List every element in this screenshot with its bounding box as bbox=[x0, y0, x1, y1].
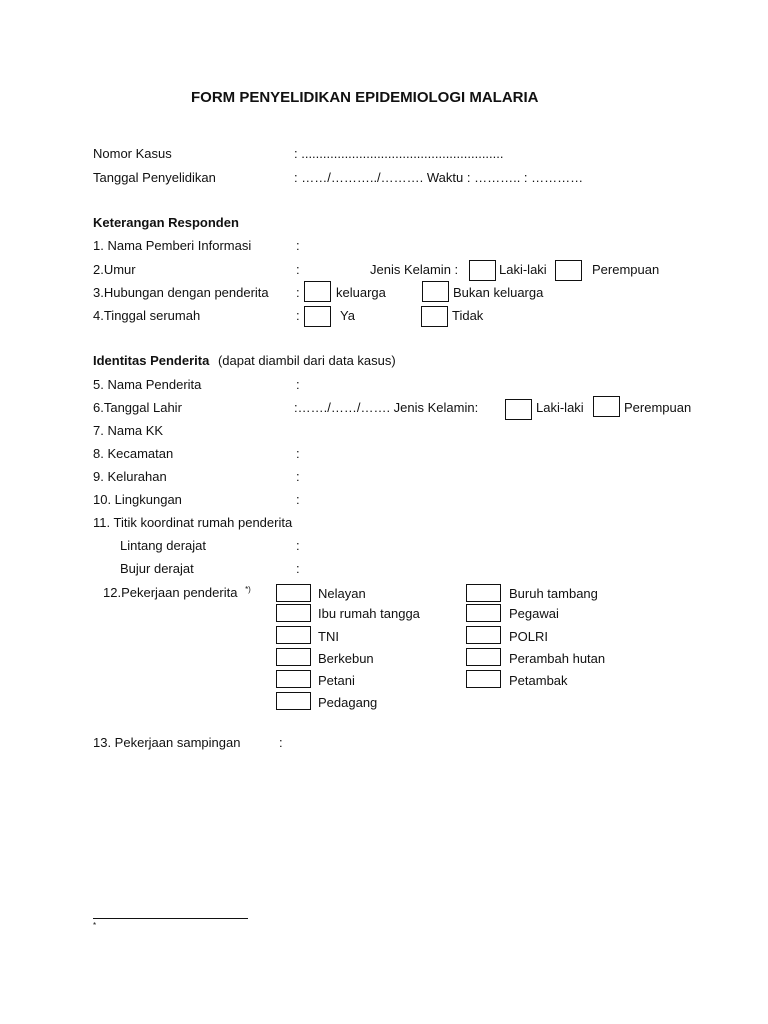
bujur-field[interactable]: : bbox=[296, 561, 300, 576]
buruh-tambang-checkbox[interactable] bbox=[466, 584, 501, 602]
tni-checkbox[interactable] bbox=[276, 626, 311, 644]
nomor-kasus-label: Nomor Kasus bbox=[93, 146, 172, 161]
nomor-kasus-field[interactable]: : ........................................................ bbox=[294, 146, 504, 161]
footnote-marker: * bbox=[93, 921, 97, 930]
responden-laki-label: Laki-laki bbox=[499, 262, 547, 277]
nelayan-checkbox[interactable] bbox=[276, 584, 311, 602]
form-title: FORM PENYELIDIKAN EPIDEMIOLOGI MALARIA bbox=[191, 89, 539, 106]
petani-label: Petani bbox=[318, 673, 355, 688]
lintang-field[interactable]: : bbox=[296, 538, 300, 553]
nelayan-label: Nelayan bbox=[318, 586, 366, 601]
tanggal-penyelidikan-field[interactable]: : ……/………../………. Waktu : ……….. : ………… bbox=[294, 170, 584, 185]
buruh-tambang-label: Buruh tambang bbox=[509, 586, 598, 601]
tanggal-lahir-field[interactable]: :……./……/……. Jenis Kelamin: bbox=[294, 400, 479, 415]
bujur-label: Bujur derajat bbox=[120, 561, 194, 576]
kecamatan-field[interactable]: : bbox=[296, 446, 300, 461]
hubungan-colon: : bbox=[296, 285, 300, 300]
pegawai-label: Pegawai bbox=[509, 606, 559, 621]
tidak-label: Tidak bbox=[452, 308, 484, 323]
lintang-label: Lintang derajat bbox=[120, 538, 207, 553]
responden-perempuan-checkbox[interactable] bbox=[555, 260, 582, 281]
lingkungan-field[interactable]: : bbox=[296, 492, 300, 507]
berkebun-label: Berkebun bbox=[318, 651, 374, 666]
perambah-hutan-label: Perambah hutan bbox=[509, 651, 606, 666]
pekerjaan-sampingan-field[interactable]: : bbox=[279, 735, 283, 750]
ibu-rumah-tangga-checkbox[interactable] bbox=[276, 604, 311, 622]
kelurahan-field[interactable]: : bbox=[296, 469, 300, 484]
ibu-rumah-tangga-label: Ibu rumah tangga bbox=[318, 606, 420, 621]
kecamatan-label: 8. Kecamatan bbox=[93, 446, 174, 461]
pekerjaan-label-text: 12.Pekerjaan penderita bbox=[103, 585, 238, 600]
koordinat-label: 11. Titik koordinat rumah penderita bbox=[93, 515, 293, 530]
tinggal-serumah-label: 4.Tinggal serumah bbox=[93, 308, 201, 323]
pekerjaan-label bbox=[103, 586, 251, 599]
berkebun-checkbox[interactable] bbox=[276, 648, 311, 666]
nama-pemberi-informasi-label: 1. Nama Pemberi Informasi bbox=[93, 238, 252, 253]
keluarga-label: keluarga bbox=[336, 285, 386, 300]
penderita-perempuan-label: Perempuan bbox=[624, 400, 692, 415]
tanggal-penyelidikan-label: Tanggal Penyelidikan bbox=[93, 170, 216, 185]
tni-label: TNI bbox=[318, 629, 339, 644]
petambak-checkbox[interactable] bbox=[466, 670, 501, 688]
pegawai-checkbox[interactable] bbox=[466, 604, 501, 622]
responden-heading: Keterangan Responden bbox=[93, 215, 239, 230]
ya-label: Ya bbox=[340, 308, 355, 323]
perambah-hutan-checkbox[interactable] bbox=[466, 648, 501, 666]
ya-checkbox[interactable] bbox=[304, 306, 331, 327]
responden-jenis-kelamin-label: Jenis Kelamin : bbox=[370, 262, 459, 277]
hubungan-label: 3.Hubungan dengan penderita bbox=[93, 285, 269, 300]
nama-kk-label: 7. Nama KK bbox=[93, 423, 164, 438]
pekerjaan-footnote-ref: *) bbox=[245, 585, 251, 594]
lingkungan-label: 10. Lingkungan bbox=[93, 492, 182, 507]
footnote-divider bbox=[93, 918, 248, 919]
nama-penderita-label: 5. Nama Penderita bbox=[93, 377, 202, 392]
penderita-heading: Identitas Penderita bbox=[93, 353, 210, 368]
tinggal-serumah-colon: : bbox=[296, 308, 300, 323]
pedagang-label: Pedagang bbox=[318, 695, 378, 710]
nama-penderita-field[interactable]: : bbox=[296, 377, 300, 392]
penderita-heading-note: (dapat diambil dari data kasus) bbox=[217, 353, 396, 368]
pekerjaan-sampingan-label: 13. Pekerjaan sampingan bbox=[93, 735, 241, 750]
polri-label: POLRI bbox=[509, 629, 549, 644]
bukan-keluarga-label: Bukan keluarga bbox=[453, 285, 544, 300]
kelurahan-label: 9. Kelurahan bbox=[93, 469, 167, 484]
petambak-label: Petambak bbox=[509, 673, 568, 688]
nama-pemberi-informasi-field[interactable]: : bbox=[296, 238, 300, 253]
umur-label: 2.Umur bbox=[93, 262, 136, 277]
tanggal-lahir-label: 6.Tanggal Lahir bbox=[93, 400, 182, 415]
keluarga-checkbox[interactable] bbox=[304, 281, 331, 302]
umur-field[interactable]: : bbox=[296, 262, 300, 277]
penderita-laki-checkbox[interactable] bbox=[505, 399, 532, 420]
bukan-keluarga-checkbox[interactable] bbox=[422, 281, 449, 302]
pedagang-checkbox[interactable] bbox=[276, 692, 311, 710]
responden-laki-checkbox[interactable] bbox=[469, 260, 496, 281]
penderita-laki-label: Laki-laki bbox=[536, 400, 584, 415]
petani-checkbox[interactable] bbox=[276, 670, 311, 688]
tidak-checkbox[interactable] bbox=[421, 306, 448, 327]
penderita-perempuan-checkbox[interactable] bbox=[593, 396, 620, 417]
polri-checkbox[interactable] bbox=[466, 626, 501, 644]
penderita-heading-row bbox=[93, 354, 396, 367]
responden-perempuan-label: Perempuan bbox=[592, 262, 660, 277]
